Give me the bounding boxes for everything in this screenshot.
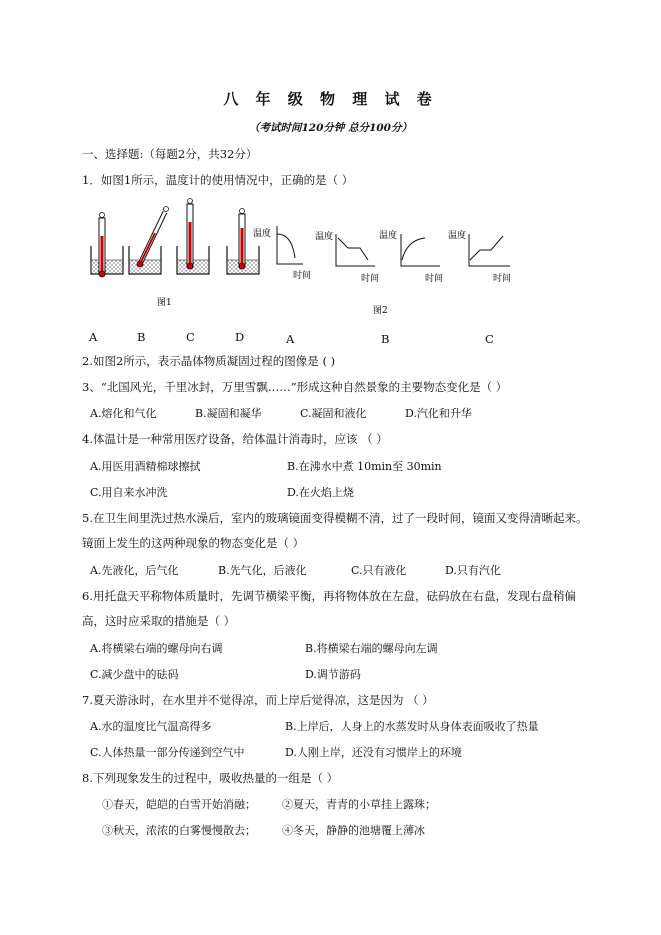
- page-title: 八 年 级 物 理 试 卷: [223, 90, 438, 108]
- question-1-stem: 1．如图1所示，温度计的使用情况中，正确的是（ ）: [82, 173, 354, 187]
- q6-option-d: D.调节游码: [305, 668, 361, 681]
- fig2-label-b: B: [381, 332, 390, 346]
- exam-info: （考试时间120分钟 总分100分）: [249, 122, 412, 134]
- question-6-stem-cont: 高，这时应采取的措施是（ ）: [82, 614, 236, 628]
- figure-area: [85, 198, 525, 323]
- graph-1: [277, 226, 303, 264]
- question-6-stem: 6.用托盘天平称物体质量时，先调节横梁平衡，再将物体放在左盘，砝码放在右盘，发现右盘稍偏: [82, 589, 576, 603]
- graph-2-xlabel: 时间: [361, 274, 380, 284]
- fig1-label-d: D: [235, 330, 245, 344]
- fig2-label-a: A: [286, 332, 295, 346]
- question-7-stem: 7.夏天游泳时，在水里并不觉得凉，而上岸后觉得凉，这是因为 （ ）: [82, 693, 434, 707]
- q7-option-d: D.人刚上岸，还没有习惯岸上的环境: [285, 746, 462, 759]
- figure-1-caption: 图1: [157, 298, 172, 308]
- thermometer-beaker-a: [91, 213, 123, 278]
- q6-option-b: B.将横梁右端的螺母向左调: [305, 642, 438, 655]
- graph-3: [401, 234, 440, 266]
- thermometer-beaker-d: [227, 209, 259, 275]
- q8-item-1: ①春天，皑皑的白雪开始消融；: [102, 798, 256, 811]
- question-4-stem: 4.体温计是一种常用医疗设备，给体温计消毒时，应该 （ ）: [82, 432, 388, 446]
- q5-option-b: B.先气化，后液化: [218, 564, 307, 577]
- question-2-stem: 2.如图2所示，表示晶体物质凝固过程的图像是 ( ): [82, 354, 336, 368]
- q7-option-b: B.上岸后，人身上的水蒸发时从身体表面吸收了热量: [285, 720, 539, 733]
- q3-option-a: A.熔化和气化: [90, 407, 157, 420]
- q7-option-a: A.水的温度比气温高得多: [90, 720, 212, 733]
- q7-option-c: C.人体热量一部分传递到空气中: [90, 746, 245, 759]
- graph-1-ylabel: 温度: [253, 229, 272, 239]
- graph-2-ylabel: 温度: [315, 232, 334, 242]
- fig1-label-c: C: [186, 330, 195, 344]
- q8-item-3: ③秋天，浓浓的白雾慢慢散去；: [102, 824, 256, 837]
- q6-option-a: A.将横梁右端的螺母向右调: [90, 642, 223, 655]
- q5-option-c: C.只有液化: [351, 564, 407, 577]
- q8-item-4: ④冬天，静静的池塘覆上薄冰: [282, 824, 425, 837]
- question-5-stem-cont: 镜面上发生的这两种现象的物态变化是（ ）: [82, 536, 305, 550]
- graph-4-ylabel: 温度: [448, 231, 467, 241]
- question-3-stem: 3、“北国风光，千里冰封，万里雪飘……”形成这种自然景象的主要物态变化是（ ）: [82, 380, 508, 394]
- fig2-label-c: C: [485, 332, 494, 346]
- question-5-stem: 5.在卫生间里洗过热水澡后，室内的玻璃镜面变得模糊不清，过了一段时间，镜面又变得清晰起来。: [82, 511, 588, 525]
- q4-option-b: B.在沸水中煮 10min至 30min: [287, 460, 442, 473]
- thermometer-beaker-c: [177, 199, 209, 275]
- section-heading: 一、选择题:（每题2分，共32分）: [82, 147, 258, 161]
- graph-3-xlabel: 时间: [425, 274, 444, 284]
- graph-1-xlabel: 时间: [293, 271, 312, 281]
- q3-option-c: C.凝固和液化: [300, 407, 367, 420]
- q3-option-d: D.汽化和升华: [405, 407, 472, 420]
- q5-option-a: A.先液化，后气化: [90, 564, 179, 577]
- question-8-stem: 8.下列现象发生的过程中，吸收热量的一组是（ ）: [82, 771, 339, 785]
- fig1-label-b: B: [137, 330, 146, 344]
- graph-2: [336, 234, 375, 266]
- graph-3-ylabel: 温度: [379, 231, 398, 241]
- q3-option-b: B.凝固和凝华: [195, 407, 262, 420]
- q6-option-c: C.减少盘中的砝码: [90, 668, 179, 681]
- q8-item-2: ②夏天，青青的小草挂上露珠；: [282, 798, 436, 811]
- q4-option-a: A.用医用酒精棉球擦拭: [90, 460, 201, 473]
- q4-option-d: D.在火焰上烧: [287, 486, 354, 499]
- figure-2-caption: 图2: [373, 306, 388, 316]
- graph-4-xlabel: 时间: [493, 274, 512, 284]
- figures-svg: [85, 198, 525, 323]
- q5-option-d: D.只有汽化: [445, 564, 501, 577]
- q4-option-c: C.用自来水冲洗: [90, 486, 168, 499]
- graph-4: [469, 234, 510, 266]
- fig1-label-a: A: [89, 330, 98, 344]
- thermometer-beaker-b: [129, 207, 169, 275]
